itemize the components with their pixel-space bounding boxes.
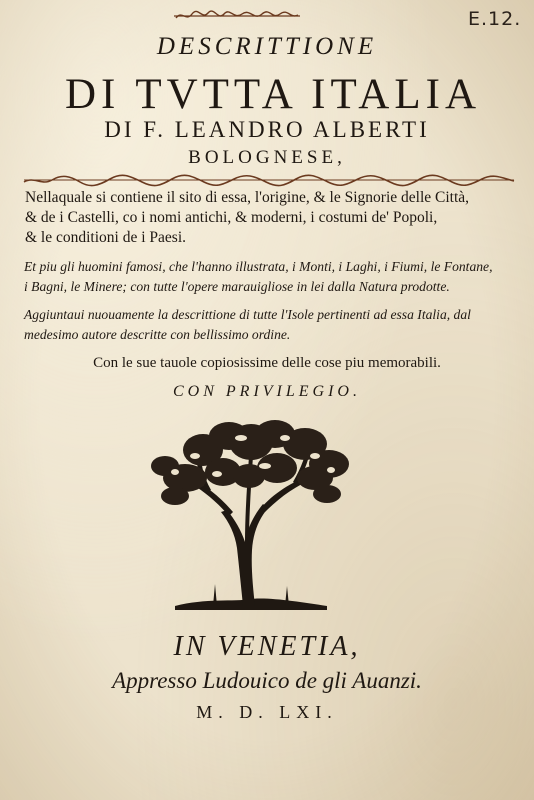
- description-line-3: & le conditioni de i Paesi.: [25, 229, 187, 246]
- description-line-1: Nellaquale si contiene il sito di essa, l'origine, & le Signorie delle Città,: [25, 189, 470, 206]
- additions-line-4: medesimo autore descritte con bellissimo ordine.: [24, 327, 291, 342]
- additions-line-2: i Bagni, le Minere; con tutte l'opere marauigliose in lei dalla Natura prodotte.: [24, 279, 450, 294]
- author-line: DI F. LEANDRO ALBERTI: [104, 117, 430, 142]
- shelfmark: E.12.: [468, 8, 522, 30]
- title-line-descrittione: DESCRITTIONE: [156, 33, 378, 60]
- additions-line-3: Aggiuntaui nuouamente la descrittione di tutte l'Isole pertinenti ad essa Italia, dal: [24, 307, 471, 322]
- title-line-di-tutta-italia: DI TVTTA ITALIA: [64, 71, 482, 118]
- manuscript-strikethrough: [20, 170, 518, 190]
- author-origin: BOLOGNESE,: [188, 147, 346, 168]
- tavole-line: Con le sue tauole copiosissime delle cose piu memorabili.: [93, 355, 441, 371]
- imprint-year: M. D. LXI.: [196, 702, 338, 722]
- privilege-line: CON PRIVILEGIO.: [173, 383, 361, 400]
- tree-printer-device-icon: [145, 416, 355, 616]
- manuscript-inscription-top: [172, 6, 302, 24]
- imprint-place: IN VENETIA,: [173, 631, 361, 662]
- imprint-printer: Appresso Ludouico de gli Auanzi.: [112, 668, 422, 693]
- description-line-2: & de i Castelli, co i nomi antichi, & moderni, i costumi de' Popoli,: [25, 209, 438, 226]
- additions-line-1: Et piu gli huomini famosi, che l'hanno illustrata, i Monti, i Laghi, i Fiumi, le Fontane,: [24, 259, 493, 274]
